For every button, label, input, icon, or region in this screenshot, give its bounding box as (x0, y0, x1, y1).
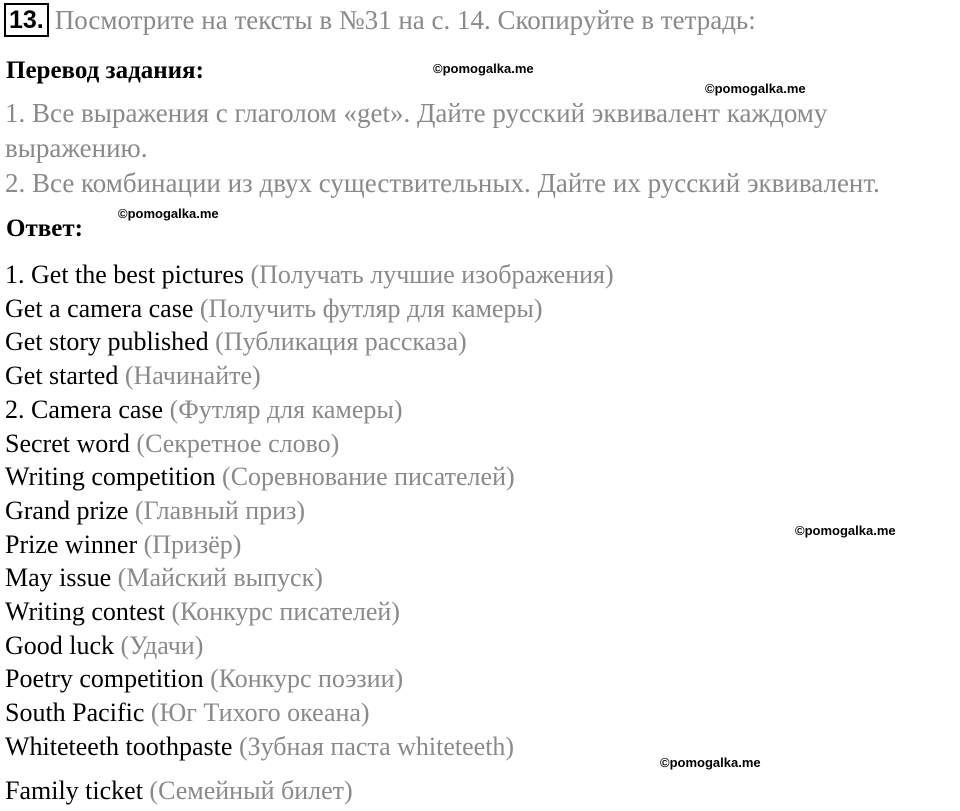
answer-line (5, 427, 955, 461)
answer-russian: (Майский выпуск) (117, 563, 323, 593)
answer-english: 2. Camera case (5, 394, 164, 424)
answer-english: South Pacific (5, 698, 145, 728)
answer-english: Family ticket (5, 775, 143, 805)
answer-line (5, 393, 955, 427)
watermark: ©pomogalka.me (795, 523, 896, 538)
answer-english: Writing contest (5, 597, 165, 627)
answer-russian: (Конкурс поэзии) (210, 664, 404, 694)
answer-line (5, 696, 955, 730)
answer-line (5, 730, 955, 764)
answer-line (5, 629, 955, 663)
answer-line (5, 595, 955, 629)
task-header (4, 3, 756, 37)
answer-russian: (Публикация рассказа) (215, 327, 467, 357)
answer-russian: (Призёр) (143, 529, 242, 559)
answer-english: 1. Get the best pictures (5, 260, 244, 289)
answer-russian: (Получать лучшие изображения) (250, 260, 614, 289)
answer-line (5, 774, 955, 808)
answer-english: Prize winner (5, 529, 138, 559)
answer-russian: (Юг Тихого океана) (150, 698, 370, 728)
translation-heading: Перевод задания: (6, 57, 204, 84)
answer-russian: (Зубная паста whiteteeth) (238, 731, 515, 761)
answer-russian: (Соревнование писателей) (222, 462, 515, 492)
translation-text (5, 96, 960, 201)
translation-item-1: 1. Все выражения с глаголом «get». Дайте русский эквивалент каждому выражению. (5, 98, 828, 163)
answer-english: Get a camera case (5, 293, 194, 323)
answer-russian: (Футляр для камеры) (169, 394, 403, 424)
answer-line (5, 292, 955, 326)
answer-english: Get started (5, 361, 119, 391)
answer-russian: (Получить футляр для камеры) (199, 293, 543, 323)
answer-english: Writing competition (5, 462, 216, 492)
answer-line (5, 359, 955, 393)
answer-russian: (Семейный билет) (149, 775, 353, 805)
answer-english: May issue (5, 563, 112, 593)
answer-russian: (Начинайте) (124, 361, 261, 391)
answer-english: Grand prize (5, 495, 129, 525)
answer-heading: Ответ: (6, 215, 83, 242)
watermark: ©pomogalka.me (705, 81, 806, 96)
answer-line (5, 325, 955, 359)
answer-russian: (Удачи) (120, 630, 204, 660)
answer-english: Poetry competition (5, 664, 204, 694)
answer-russian: (Конкурс писателей) (171, 597, 400, 627)
task-number-box: 13. (4, 3, 49, 37)
watermark: ©pomogalka.me (118, 206, 219, 221)
translation-item-2: 2. Все комбинации из двух существительных. Дайте их русский эквивалент. (5, 168, 880, 198)
answer-english: Whiteteeth toothpaste (5, 731, 233, 761)
watermark: ©pomogalka.me (660, 755, 761, 770)
answer-english: Secret word (5, 428, 130, 458)
answer-english: Get story published (5, 327, 209, 357)
task-instruction: Посмотрите на тексты в №31 на с. 14. Скопируйте в тетрадь: (54, 4, 756, 35)
answer-russian: (Секретное слово) (136, 428, 340, 458)
answer-english: Good luck (5, 630, 115, 660)
answer-line (5, 561, 955, 595)
answer-line (5, 662, 955, 696)
answer-russian: (Главный приз) (134, 495, 306, 525)
answer-line (5, 258, 955, 292)
watermark: ©pomogalka.me (433, 61, 534, 76)
answer-line (5, 460, 955, 494)
